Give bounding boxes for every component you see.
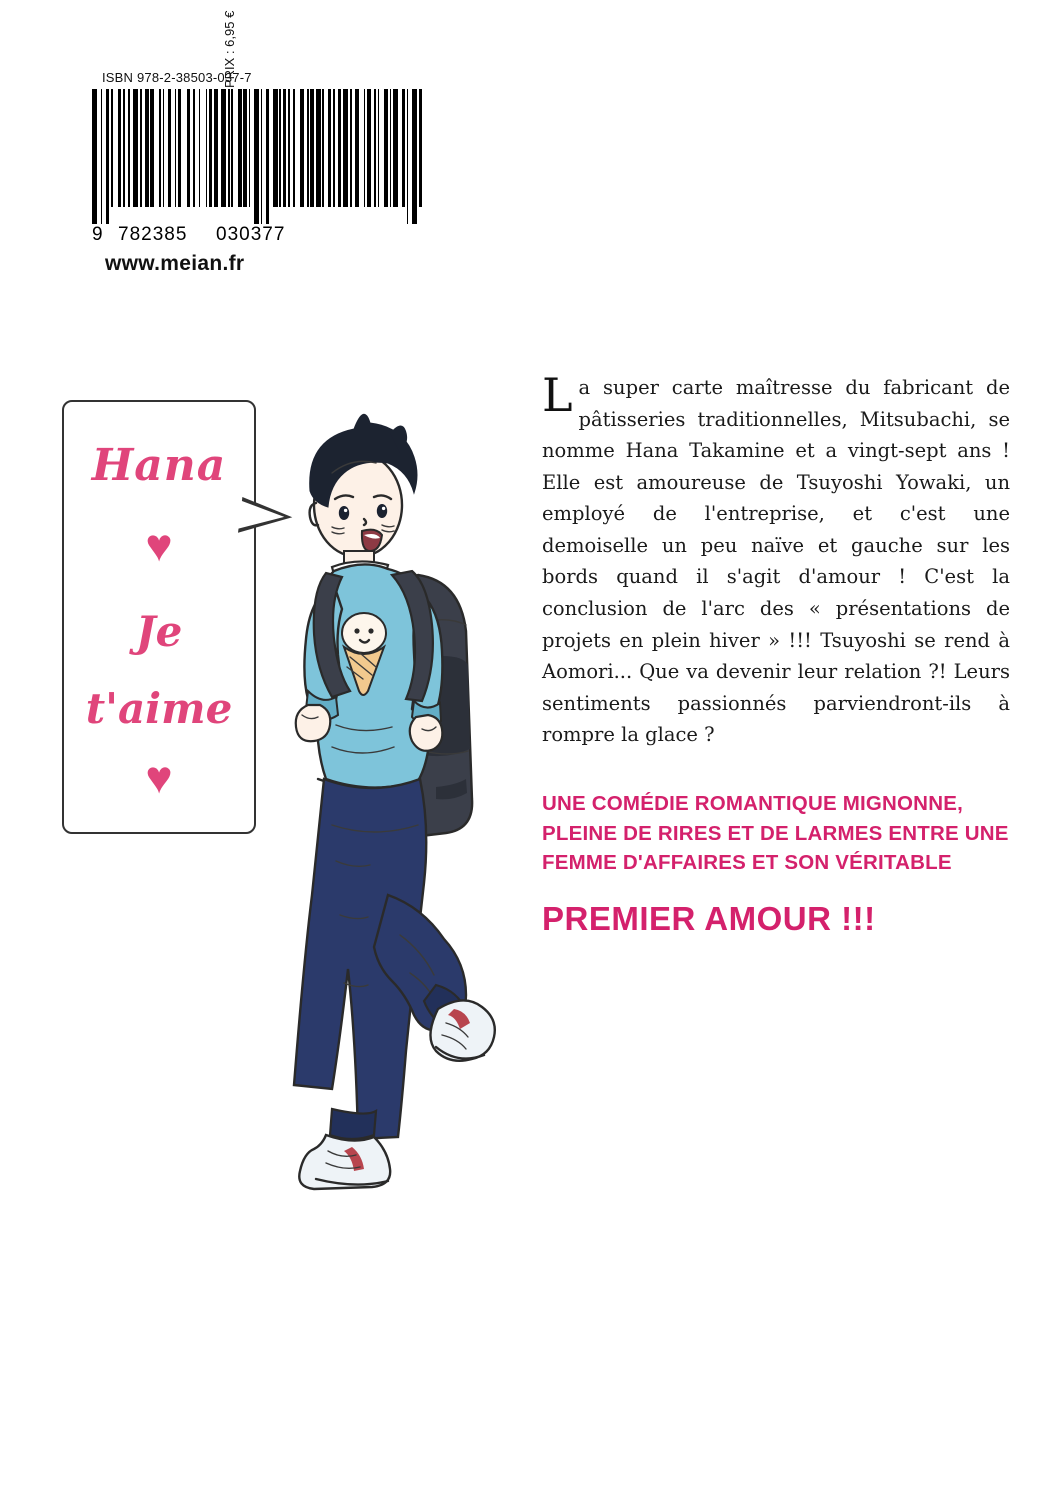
synopsis-paragraph: La super carte maîtresse du fabricant de pâtisseries traditionnelles, Mitsubachi, se nomme Hana Takamine et a vingt-sept ans ! Elle est amoureuse de Tsuyoshi Yowaki, un employé de l'entreprise, et c'est une demoiselle un peu naïve et gauche sur les bords quand il s'agit d'amour ! C'est la conclusion de l'arc des « présentations de projets en plein hiver » !!! Tsuyoshi se rend à Aomori... Que va devenir leur relation ?! Leurs sentiments passionnés parviendront-ils à rompre la glace ? xyxy=(542,368,1010,747)
speech-bubble xyxy=(62,400,256,834)
barcode-digits xyxy=(92,224,310,246)
tagline-headline: PREMIER AMOUR !!! xyxy=(542,900,876,938)
back-cover-blurb xyxy=(542,368,1010,938)
price-label: PRIX : 6,95 € xyxy=(222,10,237,88)
sneaker-left xyxy=(299,1135,390,1189)
character-illustration xyxy=(240,395,540,1255)
sneaker-right xyxy=(430,1000,494,1060)
heart-icon: ♥ xyxy=(145,751,173,803)
heart-icon: ♥ xyxy=(145,519,173,571)
publisher-website: www.meian.fr xyxy=(105,252,245,275)
barcode-bars xyxy=(92,89,310,224)
barcode-digit-left: 9 xyxy=(92,224,104,245)
barcode-digit-group1: 782385 xyxy=(118,224,188,245)
tagline-text: UNE COMÉDIE ROMANTIQUE MIGNONNE, PLEINE DE RIRES ET DE LARMES ENTRE UNE FEMME D'AFFAIRES ET SON VÉRITABLE xyxy=(542,791,1009,875)
bubble-line-je: Je xyxy=(135,607,183,656)
head xyxy=(310,414,417,557)
barcode-digit-group2: 030377 xyxy=(216,224,286,245)
isbn-label: ISBN 978-2-38503-037-7 xyxy=(102,70,252,85)
barcode-block xyxy=(92,70,332,246)
bubble-line-taime: t'aime xyxy=(85,684,233,733)
bubble-line-hana: Hana xyxy=(91,440,227,491)
